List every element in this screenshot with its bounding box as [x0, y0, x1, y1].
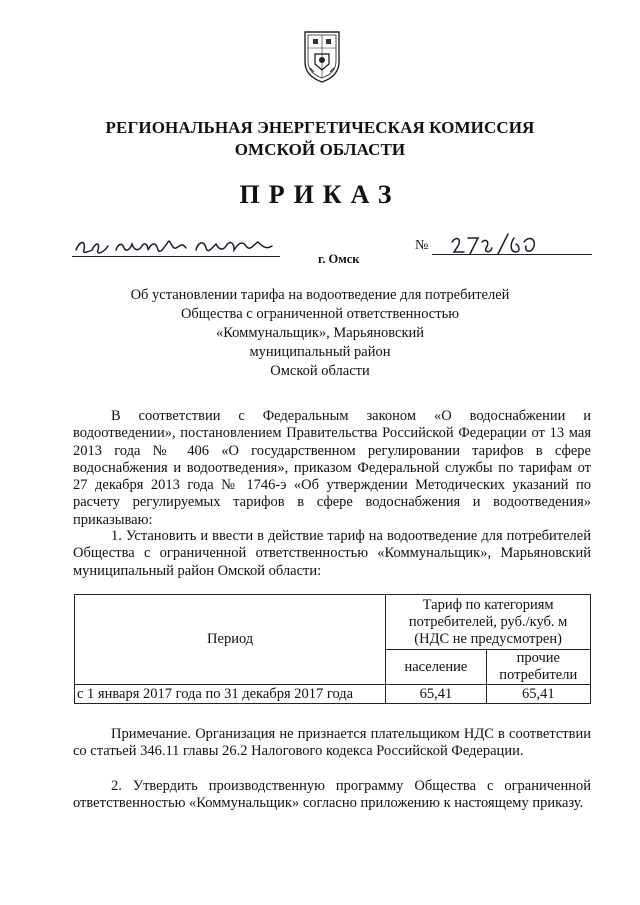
vat-note: Примечание. Организация не признается плательщиком НДС в соответствии со статьей 346.11 главы 26.2 Налогового кодекса Российской Федерации.	[73, 726, 591, 760]
city: г. Омск	[318, 252, 360, 266]
cell-period: с 1 января 2017 года по 31 декабря 2017 года	[75, 685, 386, 704]
subject-line: Об установлении тарифа на водоотведение для потребителей	[130, 287, 510, 303]
org-name-line1: РЕГИОНАЛЬНАЯ ЭНЕРГЕТИЧЕСКАЯ КОМИССИЯ	[105, 118, 535, 137]
tariff-table	[74, 594, 591, 704]
date-underline	[72, 256, 280, 257]
header-period: Период	[75, 595, 386, 685]
header-tariff	[386, 595, 591, 650]
number-label: №	[415, 238, 429, 253]
order-subject	[100, 286, 540, 381]
org-name-line2: ОМСКОЙ ОБЛАСТИ	[234, 140, 406, 159]
document-type-title: ПРИКАЗ	[239, 180, 401, 209]
subheader-other-line: потребители	[499, 667, 578, 683]
number-underline	[432, 254, 592, 255]
subject-line: Омской области	[270, 363, 370, 379]
subject-line: Общества с ограниченной ответственностью	[180, 306, 460, 322]
coat-of-arms-icon	[302, 28, 342, 84]
subject-line: муниципальный район	[249, 344, 391, 360]
preamble-paragraph: В соответствии с Федеральным законом «О водоснабжении и водоотведении», постановлением Правительства Российской Федерации от 13 мая 2013 года № 406 «О государственном регулировании тарифов в сфере водоснабжения и водоотведения», приказом Федеральной службы по тарифам от 27 декабря 2013 года № 1746-э «Об утверждении Методических указаний по расчету регулируемых тарифов в сфере водоснабжения и водоотведения» приказываю:	[73, 408, 591, 528]
item-2-paragraph: 2. Утвердить производственную программу Общества с ограниченной ответственностью «Коммунальщик» согласно приложению к настоящему приказу.	[73, 778, 591, 812]
cell-other: 65,41	[486, 685, 590, 704]
item-1-paragraph: 1. Установить и ввести в действие тариф на водоотведение для потребителей Общества с ограниченной ответственностью «Коммунальщик», Марьяновский муниципальный район Омской области:	[73, 528, 591, 579]
header-tariff-line: (НДС не предусмотрен)	[414, 630, 562, 647]
cell-population: 65,41	[386, 685, 486, 704]
subheader-other	[486, 650, 590, 685]
subheader-population: население	[386, 650, 486, 685]
handwritten-number	[448, 228, 548, 260]
subject-line: «Коммунальщик», Марьяновский	[215, 325, 425, 341]
subheader-other-line: прочие	[516, 650, 560, 666]
header-tariff-line: Тариф по категориям	[422, 596, 554, 613]
header-tariff-line: потребителей, руб./куб. м	[408, 613, 568, 630]
table-row	[75, 685, 591, 704]
